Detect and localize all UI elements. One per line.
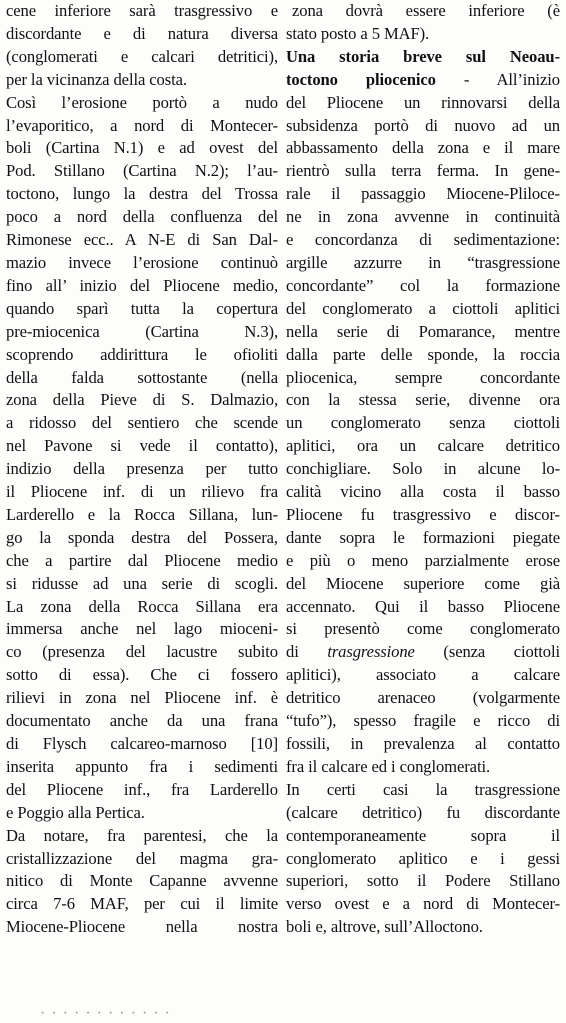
left-line-36: e Poggio alla Pertica. [6, 802, 145, 822]
left-line-40: circa 7-6 MAF, per cui il limite [6, 894, 278, 914]
left-line-16: scoprendo addirittura le ofioliti [6, 344, 278, 364]
left-line-37: Da notare, fra parentesi, che la [6, 825, 278, 845]
left-line-4: per la vicinanza della costa. [6, 69, 187, 89]
left-line-41: Miocene-Pliocene nella nostra [6, 917, 278, 937]
left-line-28: immersa anche nel lago mioceni- [6, 619, 278, 639]
right-line-34: fra il calcare ed i conglomerati. [286, 756, 491, 776]
section-heading-part-2: toctono pliocenico [286, 69, 436, 89]
right-line-33: fossili, in prevalenza al contatto [286, 734, 560, 753]
section-heading-line-1 [286, 46, 560, 69]
left-line-22: il Pliocene inf. di un rilievo fra [6, 482, 278, 502]
right-line-26: del Miocene superiore come già [286, 573, 560, 593]
left-line-33: di Flysch calcareo-marnoso [10] [6, 734, 278, 753]
right-line-7: abbassamento della zona e il mare [286, 138, 560, 158]
right-line-1: zona dovrà essere inferiore (è [292, 1, 560, 20]
right-line-15: nella serie di Pomarance, mentre [286, 321, 560, 341]
right-line-25: e più o meno parzialmente erose [286, 550, 560, 570]
left-line-6: l’evaporitico, a nord di Montecer- [6, 115, 278, 135]
section-heading-part-1: Una storia breve sul Neoau- [286, 46, 560, 66]
right-line-29-post: (senza ciottoli [414, 642, 560, 662]
right-line-13: concordante” col la formazione [286, 275, 560, 295]
left-line-2: discordante e di natura diversa [6, 23, 278, 43]
left-line-39: nitico di Monte Capanne avvenne [6, 871, 278, 891]
right-line-35: In certi casi la trasgressione [286, 779, 560, 799]
right-line-20: aplitici, ora un calcare detritico [286, 436, 560, 456]
right-line-14: del conglomerato a ciottoli aplitici [286, 298, 560, 318]
left-line-30: sotto di essa). Che ci fossero [6, 665, 278, 685]
right-line-23: Pliocene fu trasgressivo e discor- [286, 504, 560, 524]
right-line-10: ne in zona avvenne in continuità [286, 207, 560, 227]
left-line-23: Larderello e la Rocca Sillana, lun- [6, 504, 278, 524]
left-line-31: rilievi in zona nel Pliocene inf. è [6, 688, 278, 708]
left-line-34: inserita appunto fra i sedimenti [6, 756, 278, 776]
left-line-8: Pod. Stillano (Cartina N.2); l’au- [6, 161, 278, 181]
left-line-35: del Pliocene inf., fra Larderello [6, 779, 278, 799]
left-line-10: poco a nord della confluenza del [6, 207, 278, 227]
cropped-next-line-fragment: · · · · · · · · · · · · [40, 1005, 171, 1022]
right-line-38: conglomerato aplitico e i gessi [286, 848, 560, 868]
right-line-24: dante sopra le formazioni piegate [286, 527, 560, 547]
right-line-12: argille azzurre in “trasgressione [286, 252, 560, 272]
right-line-11: e concordanza di sedimentazione: [286, 230, 560, 250]
right-line-41: boli e, altrove, sull’Alloctono. [286, 917, 483, 937]
left-line-15: pre-miocenica (Cartina N.3), [6, 321, 278, 341]
left-line-19: a ridosso del sentiero che scende [6, 413, 278, 433]
right-line-32: “tufo”), spesso fragile e ricco di [286, 711, 560, 731]
right-line-37: contemporaneamente sopra il [286, 825, 560, 845]
section-heading-line-2 [286, 69, 560, 92]
left-line-25: che a partire dal Pliocene medio [6, 550, 278, 570]
left-line-5: Così l’erosione portò a nudo [6, 92, 278, 112]
section-heading-continuation: - All’inizio [435, 69, 560, 89]
right-line-29-pre: di [286, 642, 328, 662]
right-line-5: del Pliocene un rinnovarsi della [286, 92, 560, 112]
right-line-36: (calcare detritico) fu discordante [286, 802, 560, 822]
left-line-26: si ridusse ad una serie di scogli. [6, 573, 278, 593]
right-line-2: stato posto a 5 MAF). [286, 23, 430, 43]
left-line-14: quando sparì tutta la copertura [6, 298, 278, 318]
left-line-18: zona della Pieve di S. Dalmazio, [6, 390, 278, 410]
left-line-12: mazio invece l’erosione continuò [6, 252, 278, 272]
left-line-21: indizio della presenza per tutto [6, 459, 278, 479]
left-line-1: cene inferiore sarà trasgressivo e [6, 1, 278, 20]
right-line-17: pliocenica, sempre concordante [286, 367, 560, 387]
left-line-17: della falda sottostante (nella [6, 367, 278, 387]
right-line-8: rientrò sulla terra ferma. In gene- [286, 161, 560, 181]
left-text-column [6, 0, 278, 939]
right-line-18: con la stessa serie, divenne ora [286, 390, 560, 410]
left-line-27: La zona della Rocca Sillana era [6, 596, 278, 616]
left-line-38: cristallizzazione del magma gra- [6, 848, 278, 868]
left-line-7: boli (Cartina N.1) e ad ovest del [6, 138, 278, 158]
left-line-9: toctono, lungo la destra del Trossa [6, 184, 278, 204]
right-line-19: un conglomerato senza ciottoli [286, 413, 560, 433]
left-line-32: documentato anche da una frana [6, 711, 278, 731]
left-line-13: fino all’ inizio del Pliocene medio, [6, 275, 278, 295]
left-line-20: nel Pavone si vede il contatto), [6, 436, 278, 456]
right-line-30: aplitici), associato a calcare [286, 665, 560, 685]
right-line-39: superiori, sotto il Podere Stillano [286, 871, 560, 891]
italic-term-trasgressione: trasgressione [327, 642, 415, 662]
right-line-21: conchigliare. Solo in alcune lo- [286, 459, 560, 479]
right-line-16: dalla parte delle sponde, la roccia [286, 344, 560, 364]
right-line-29 [286, 641, 560, 664]
right-line-31: detritico arenaceo (volgarmente [286, 688, 560, 708]
left-line-11: Rimonese ecc.. A N-E di San Dal- [6, 230, 278, 250]
right-line-27: accennato. Qui il basso Pliocene [286, 596, 560, 616]
right-line-9: rale il passaggio Miocene-Pliloce- [286, 184, 560, 204]
right-line-22: calità vicino alla costa il basso [286, 482, 560, 502]
right-text-column [286, 0, 560, 939]
right-line-40: verso ovest e a nord di Montecer- [286, 894, 560, 914]
left-line-29: co (presenza del lacustre subito [6, 642, 278, 662]
right-line-6: subsidenza portò di nuovo ad un [286, 115, 560, 135]
left-line-24: go la sponda destra del Possera, [6, 527, 278, 547]
right-line-28: si presentò come conglomerato [286, 619, 560, 639]
left-line-3: (conglomerati e calcari detritici), [6, 46, 278, 66]
